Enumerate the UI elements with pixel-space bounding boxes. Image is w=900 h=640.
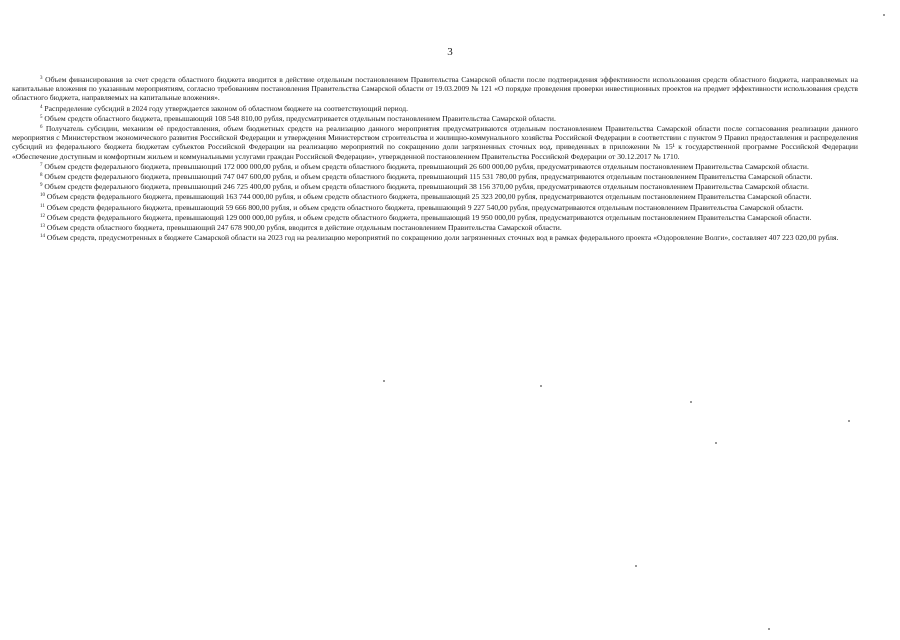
footnote: [12, 181, 858, 191]
footnote-text: Объем средств федерального бюджета, превышающий 747 047 600,00 рубля, и объем средств областного бюджета, превышающий 115 531 780,00 рубля, предусматриваются отдельным постановлением Правительства Самарской области.: [44, 172, 813, 182]
footnote-number: 7: [40, 162, 43, 168]
scan-speck: [383, 380, 385, 382]
footnote: [12, 123, 858, 161]
footnotes-list: [12, 74, 858, 242]
footnote-text: Объем средств областного бюджета, превышающий 108 548 810,00 рубля, предусматривается отдельным постановлением Правительства Самарской области.: [44, 113, 556, 123]
scan-speck: [635, 565, 637, 567]
footnote-number: 13: [40, 224, 45, 230]
scan-speck: [540, 385, 542, 387]
footnote-number: 12: [40, 213, 45, 219]
footnote-number: 9: [40, 183, 43, 189]
footnote: [12, 74, 858, 103]
footnote: [12, 232, 858, 242]
footnote-text: Объем средств, предусмотренных в бюджете Самарской области на 2023 год на реализацию мероприятий по сокращению доли загрязненных сточных вод в рамках федерального проекта «Оздоровление Волги», составляет 407 223 020,00 рубля.: [46, 233, 839, 243]
footnote-text: Распределение субсидий в 2024 году утверждается законом об областном бюджете на соответствующий период.: [44, 103, 409, 113]
footnote-number: 3: [40, 76, 43, 81]
footnote-number: 4: [40, 104, 43, 110]
footnote-text: Объем средств федерального бюджета, превышающий 172 000 000,00 рубля, и объем средств областного бюджета, превышающий 26 600 000,00 рубля, предусматриваются отдельным постановлением Правительства Самарской области.: [44, 161, 809, 171]
footnote-text: Объем средств федерального бюджета, превышающий 129 000 000,00 рубля, и объем средств областного бюджета, превышающий 19 950 000,00 рубля, предусматриваются отдельным постановлением Правительства Самарской области.: [46, 212, 812, 222]
footnote: [12, 103, 858, 113]
footnote-number: 6: [40, 125, 43, 131]
footnote: [12, 222, 858, 232]
scan-speck: [690, 401, 692, 403]
footnote-text: Объем средств федерального бюджета, превышающий 59 666 800,00 рубля, и объем средств областного бюджета, превышающий 9 227 540,00 рубля, предусматриваются отдельным постановлением Правительства Самарской области.: [46, 202, 804, 212]
footnote-number: 8: [40, 173, 43, 179]
scan-speck: [768, 628, 770, 630]
footnote: [12, 161, 858, 171]
footnote-text: Объем средств областного бюджета, превышающий 247 678 900,00 рубля, вводится в действие отдельным постановлением Правительства Самарской области.: [46, 223, 562, 233]
footnote-number: 11: [40, 203, 45, 209]
footnote-number: 5: [40, 114, 43, 120]
footnote: [12, 171, 858, 181]
page-number: 3: [447, 46, 453, 58]
footnote-text: Объем средств федерального бюджета, превышающий 246 725 400,00 рубля, и объем средств областного бюджета, превышающий 38 156 370,00 рубля, предусматриваются отдельным постановлением Правительства Самарской области.: [44, 182, 809, 192]
footnote-number: 10: [40, 193, 45, 199]
footnote-text: Объем средств федерального бюджета, превышающий 163 744 000,00 рубля, и объем средств областного бюджета, превышающий 25 323 200,00 рубля, предусматриваются отдельным постановлением Правительства Самарской области.: [46, 192, 812, 202]
footnote-text: Объем финансирования за счет средств областного бюджета вводится в действие отдельным постановлением Правительства Самарской области после подтверждения эффективности использования средств областного бюджета, направляемых на капитальные вложения по указанным мероприятиям, согласно требованиям постановления Правительства Самарской области от 19.03.2009 № 121 «О порядке проведения проверки инвестиционных проектов на предмет эффективности использования средств областного бюджета, направляемых на капитальные вложения».: [12, 75, 858, 103]
footnote: [12, 191, 858, 201]
scan-speck: [715, 442, 717, 444]
footnote: [12, 113, 858, 123]
footnote: [12, 202, 858, 212]
scan-speck: [883, 14, 885, 16]
footnote-text: Получатель субсидии, механизм её предоставления, объем бюджетных средств на реализацию данного мероприятия предусматриваются отдельным постановлением Правительства Самарской области после согласования реализации данного мероприятия с Министерством экономического развития Российской Федерации и утверждения Министерством строительства и жилищно-коммунального хозяйства Российской Федерации в соответствии с пунктом 9 Правил предоставления и распределения субсидий из федерального бюджета бюджетам субъектов Российской Федерации на реализацию мероприятий по сокращению доли загрязненных сточных вод, приведенных в приложении № 15¹ к государственной программе Российской Федерации «Обеспечение доступным и комфортным жильем и коммунальными услугами граждан Российской Федерации», утвержденной постановлением Правительства Российской Федерации от 30.12.2017 № 1710.: [12, 124, 858, 161]
scan-speck: [848, 420, 850, 422]
footnote-number: 14: [40, 234, 45, 240]
footnote: [12, 212, 858, 222]
